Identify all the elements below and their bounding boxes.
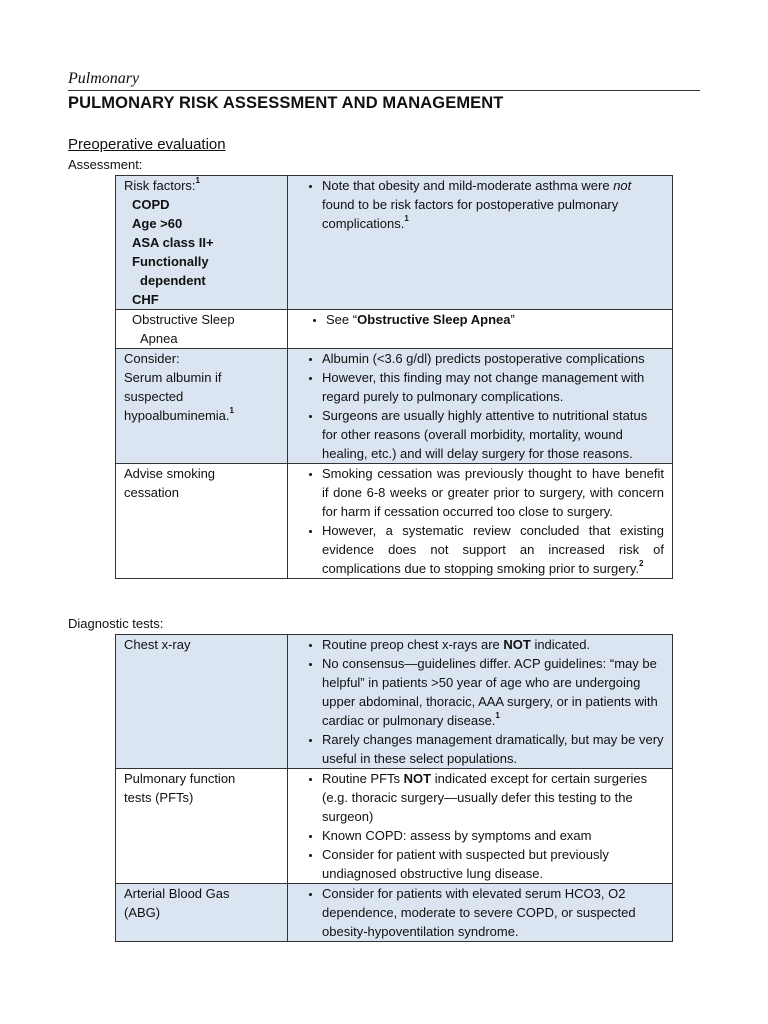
list-item: • Consider for patient with suspected but previously undiagnosed obstructive lung disease. xyxy=(322,845,664,883)
list-item: • See “Obstructive Sleep Apnea” xyxy=(326,310,664,329)
smoking-notes xyxy=(288,464,673,579)
abg-notes xyxy=(288,884,673,942)
risk-factors-cell: Risk factors:$^1$ COPD Age >60 ASA class II+ Functionally dependent CHF xyxy=(116,176,288,310)
section-header xyxy=(68,70,700,91)
osa-cell: Obstructive Sleep Apnea xyxy=(116,310,288,349)
smoking-cell: Advise smoking cessation xyxy=(116,464,288,579)
page-title: PULMONARY RISK ASSESSMENT AND MANAGEMENT xyxy=(68,94,504,112)
list-item: • Known COPD: assess by symptoms and exam xyxy=(322,826,664,845)
list-item: • No consensus—guidelines differ. ACP guidelines: “may be helpful” in patients >50 year of age who are undergoing upper abdominal, thoracic, AAA surgery, or in patients with cardiac or pulmonary disease.$^1$ xyxy=(322,654,664,730)
list-item: • Smoking cessation was previously thought to have benefit if done 6-8 weeks or greater prior to surgery, with concern for harm if cessation occurred too close to surgery. xyxy=(322,464,664,521)
chest-xray-notes xyxy=(288,635,673,769)
abg-cell: Arterial Blood Gas (ABG) xyxy=(116,884,288,942)
risk-factors-notes xyxy=(288,176,673,310)
table-row xyxy=(116,884,673,942)
list-item: • Consider for patients with elevated serum HCO3, O2 dependence, moderate to severe COPD, or suspected obesity-hypoventilation syndrome. xyxy=(322,884,664,941)
list-item: • However, a systematic review concluded that existing evidence does not support an increased risk of complications due to stopping smoking prior to surgery.$^2$ xyxy=(322,521,664,578)
table-row xyxy=(116,635,673,769)
list-item: • Routine PFTs NOT indicated except for certain surgeries (e.g. thoracic surgery—usually defer this testing to the surgeon) xyxy=(322,769,664,826)
list-item: • Routine preop chest x-rays are NOT indicated. xyxy=(322,635,664,654)
pft-notes xyxy=(288,769,673,884)
osa-notes xyxy=(288,310,673,349)
diagnostic-label: Diagnostic tests: xyxy=(68,616,164,631)
section-name: Pulmonary xyxy=(68,70,700,91)
assessment-label: Assessment: xyxy=(68,157,143,172)
table-row xyxy=(116,310,673,349)
pft-cell: Pulmonary function tests (PFTs) xyxy=(116,769,288,884)
list-item: • Albumin (<3.6 g/dl) predicts postoperative complications xyxy=(322,349,664,368)
table-row xyxy=(116,349,673,464)
table-row xyxy=(116,176,673,310)
assessment-table xyxy=(115,175,673,579)
chest-xray-cell: Chest x-ray xyxy=(116,635,288,769)
list-item: • However, this finding may not change management with regard purely to pulmonary complications. xyxy=(322,368,664,406)
albumin-cell: Consider: Serum albumin if suspected hypoalbuminemia.$^1$ xyxy=(116,349,288,464)
list-item: • Note that obesity and mild-moderate asthma were not found to be risk factors for postoperative pulmonary complications.$^1$ xyxy=(322,176,664,233)
preop-heading: Preoperative evaluation xyxy=(68,136,226,153)
albumin-notes xyxy=(288,349,673,464)
list-item: • Surgeons are usually highly attentive to nutritional status for other reasons (overall morbidity, mortality, wound healing, etc.) and will delay surgery for those reasons. xyxy=(322,406,664,463)
list-item: • Rarely changes management dramatically, but may be very useful in these select populations. xyxy=(322,730,664,768)
table-row xyxy=(116,769,673,884)
table-row xyxy=(116,464,673,579)
diagnostic-table xyxy=(115,634,673,942)
